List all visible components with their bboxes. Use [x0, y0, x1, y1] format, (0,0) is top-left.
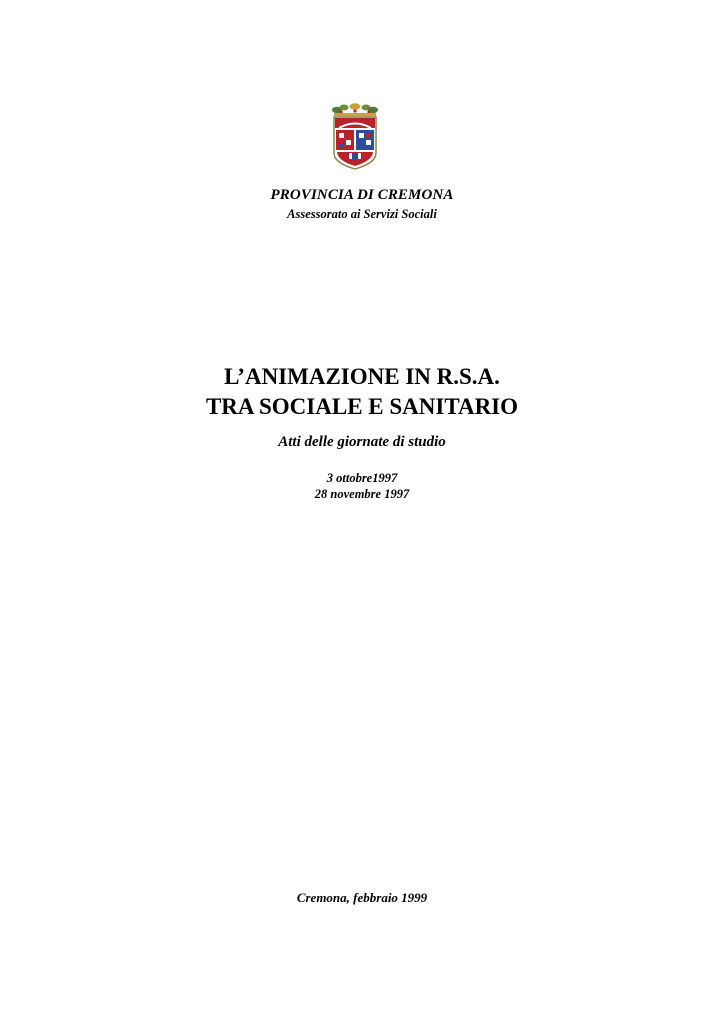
place-and-date: Cremona, febbraio 1999 — [296, 890, 428, 905]
organization-name: PROVINCIA DI CREMONA — [270, 187, 454, 203]
crown-wreath — [332, 103, 378, 116]
document-subtitle: Atti delle giornate di studio — [278, 434, 446, 450]
title-line-2: TRA SOCIALE E SANITARIO — [205, 394, 519, 419]
date-line-2: 28 novembre 1997 — [314, 487, 410, 501]
date-line-1: 3 ottobre1997 — [326, 471, 398, 485]
shield — [334, 117, 376, 169]
department-name: Assessorato ai Servizi Sociali — [287, 207, 437, 221]
title-line-1: L’ANIMAZIONE IN R.S.A. — [224, 364, 500, 389]
coat-of-arms-icon — [329, 103, 381, 171]
document-title — [0, 362, 724, 422]
